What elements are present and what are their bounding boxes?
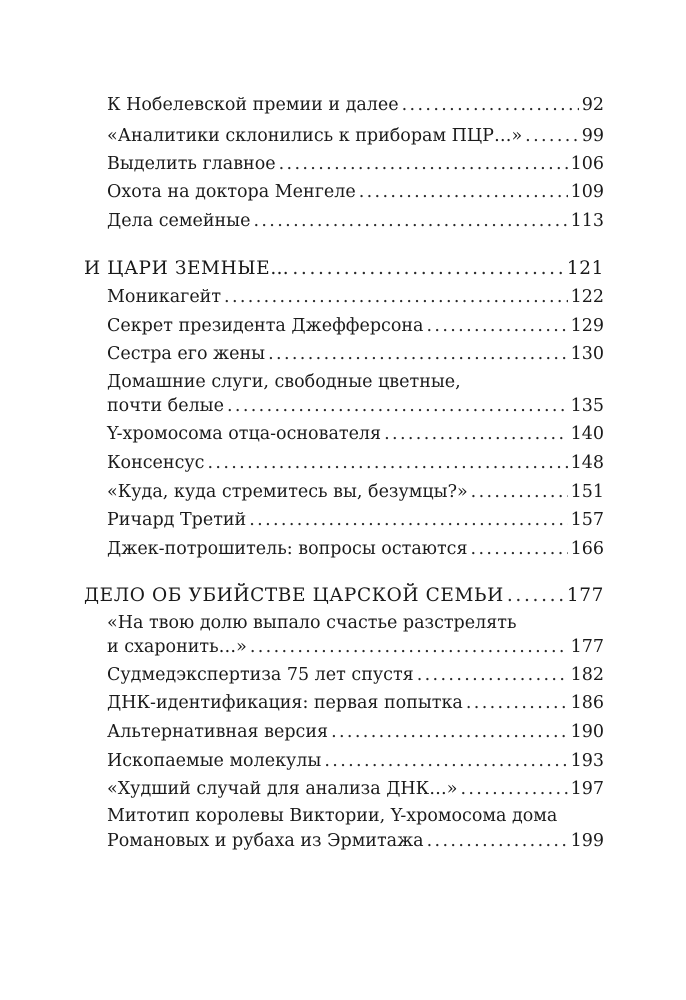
dot-leader (427, 828, 568, 855)
toc-entry[interactable] (107, 393, 604, 420)
toc-entry[interactable] (107, 748, 604, 775)
page-number: 166 (570, 539, 604, 559)
dot-leader (249, 507, 567, 534)
section-title: И ЦАРИ ЗЕМНЫЕ… (84, 258, 290, 279)
page-number: 157 (570, 510, 604, 530)
entry-title: Y-хромосома отца-основателя (107, 424, 382, 444)
page-number: 190 (570, 722, 604, 742)
entry-title: и схаронить…» (107, 637, 247, 657)
dot-leader (417, 662, 568, 689)
entry-title: Ричард Третий (107, 510, 247, 530)
toc-entry[interactable] (107, 123, 604, 150)
entry-title: Ископаемые молекулы (107, 751, 322, 771)
toc-entry[interactable] (107, 776, 604, 803)
toc-entry[interactable] (107, 690, 604, 717)
entry-title: Сестра его жены (107, 344, 266, 364)
page-number: 140 (570, 424, 604, 444)
dot-leader (324, 748, 567, 775)
toc-entry[interactable] (107, 450, 604, 477)
entry-title-line: Домашние слуги, свободные цветные, (107, 372, 461, 392)
entry-title-line: «На твою долю выпало счастье разстрелять (107, 613, 517, 633)
entry-title: «Худший случай для анализа ДНК…» (107, 779, 458, 799)
page-number: 177 (566, 585, 604, 606)
page-number: 182 (570, 665, 604, 685)
toc-entry[interactable] (107, 151, 604, 178)
dot-leader (466, 690, 568, 717)
page-number: 92 (581, 95, 604, 115)
dot-leader (359, 179, 568, 206)
dot-leader (224, 284, 568, 311)
toc-entry[interactable] (107, 828, 604, 855)
toc-entry[interactable] (107, 92, 604, 119)
entry-title-line: Митотип королевы Виктории, Y-хромосома дома (107, 806, 558, 826)
dot-leader (250, 634, 568, 661)
dot-leader (426, 313, 567, 340)
section-title: ДЕЛО ОБ УБИЙСТВЕ ЦАРСКОЙ СЕМЬИ (84, 585, 504, 606)
page-number: 113 (570, 211, 604, 231)
dot-leader (507, 582, 564, 609)
dot-leader (460, 776, 567, 803)
entry-title: «Куда, куда стремитесь вы, безумцы?» (107, 482, 468, 502)
toc-section-heading[interactable] (84, 255, 604, 282)
page-number: 193 (570, 751, 604, 771)
dot-leader (525, 123, 579, 150)
page-number: 177 (570, 637, 604, 657)
dot-leader (268, 341, 567, 368)
dot-leader (384, 421, 568, 448)
page-number: 109 (570, 182, 604, 202)
entry-title: Консенсус (107, 453, 205, 473)
toc-entry[interactable] (107, 208, 604, 235)
toc-entry[interactable] (107, 179, 604, 206)
entry-title: Секрет президента Джефферсона (107, 316, 424, 336)
dot-leader (471, 536, 568, 563)
toc-entry[interactable] (107, 284, 604, 311)
dot-leader (331, 719, 568, 746)
page-number: 99 (581, 126, 604, 146)
entry-title: «Аналитики склонились к приборам ПЦР…» (107, 126, 523, 146)
entry-title: К Нобелевской премии и далее (107, 95, 399, 115)
entry-title: ДНК-идентификация: первая попытка (107, 693, 463, 713)
toc-entry[interactable] (107, 421, 604, 448)
entry-title: почти белые (107, 396, 224, 416)
toc-entry[interactable] (107, 662, 604, 689)
page-number: 199 (570, 831, 604, 851)
toc-entry[interactable] (107, 479, 604, 506)
page-number: 197 (570, 779, 604, 799)
dot-leader (279, 151, 568, 178)
entry-title: Моникагейт (107, 287, 222, 307)
dot-leader (402, 92, 579, 119)
toc-entry[interactable] (107, 634, 604, 661)
entry-title: Альтернативная версия (107, 722, 329, 742)
page-number: 186 (570, 693, 604, 713)
page-number: 106 (570, 154, 604, 174)
page-number: 121 (566, 258, 604, 279)
entry-title: Романовых и рубаха из Эрмитажа (107, 831, 424, 851)
entry-title: Охота на доктора Менгеле (107, 182, 356, 202)
dot-leader (471, 479, 568, 506)
toc-entry[interactable] (107, 536, 604, 563)
entry-title: Судмедэкспертиза 75 лет спустя (107, 665, 414, 685)
page-number: 122 (570, 287, 604, 307)
page-number: 151 (570, 482, 604, 502)
entry-title: Джек-потрошитель: вопросы остаются (107, 539, 468, 559)
page-number: 135 (570, 396, 604, 416)
entry-title: Дела семейные (107, 211, 251, 231)
page-number: 130 (570, 344, 604, 364)
toc-entry[interactable] (107, 313, 604, 340)
entry-title: Выделить главное (107, 154, 276, 174)
toc-entry[interactable] (107, 341, 604, 368)
toc-section-heading[interactable] (84, 582, 604, 609)
toc-entry[interactable] (107, 507, 604, 534)
toc-entry[interactable] (107, 719, 604, 746)
dot-leader (292, 255, 564, 282)
dot-leader (227, 393, 568, 420)
dot-leader (207, 450, 567, 477)
page-number: 148 (570, 453, 604, 473)
dot-leader (253, 208, 567, 235)
page-number: 129 (570, 316, 604, 336)
